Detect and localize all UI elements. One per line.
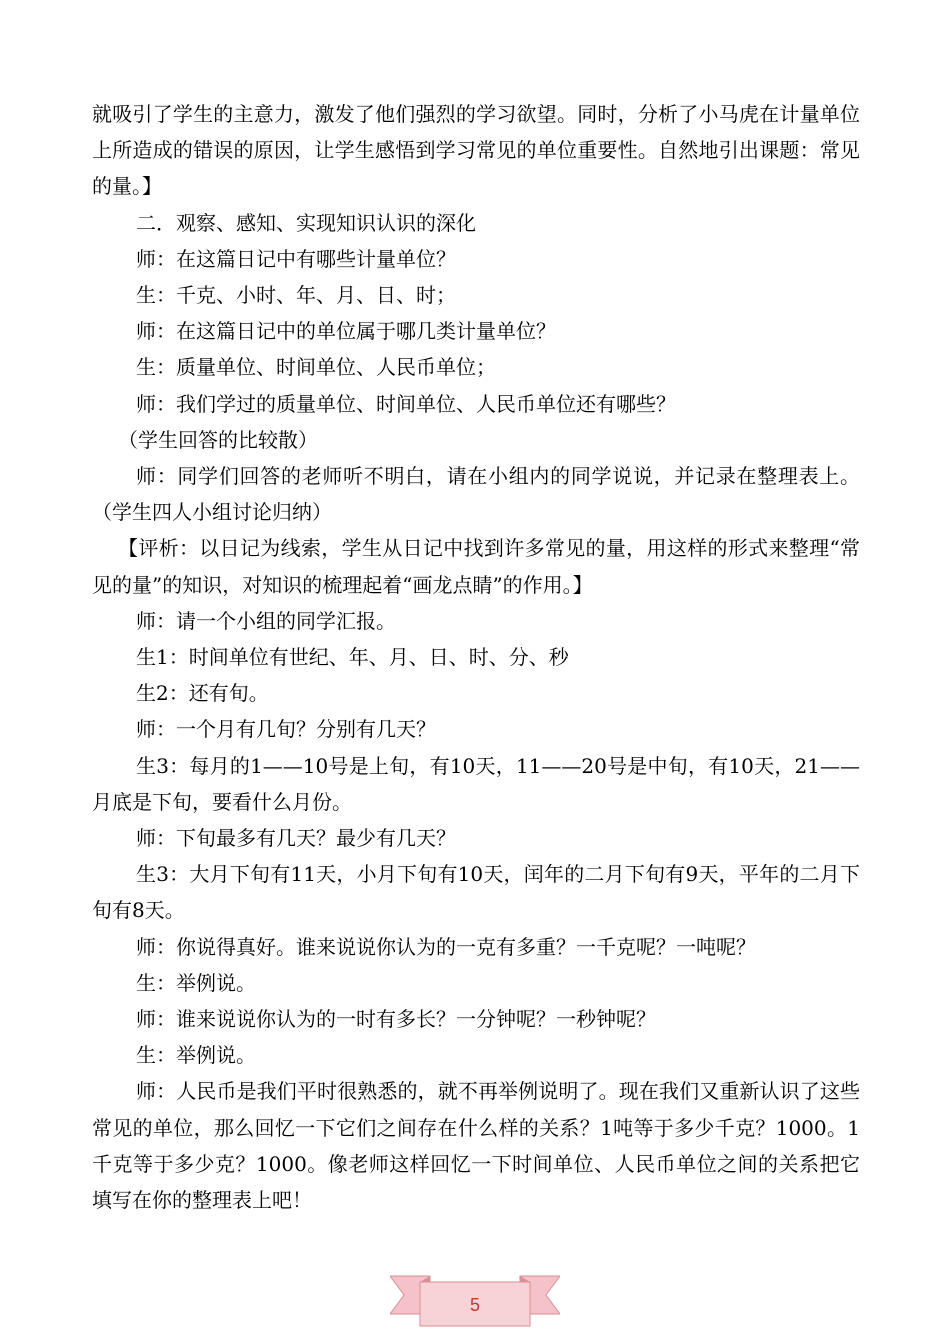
dialogue-line: 师：下旬最多有几天？最少有几天？ bbox=[136, 826, 456, 851]
dialogue-line: 生2：还有旬。 bbox=[136, 681, 269, 706]
dialogue-line: 生：质量单位、时间单位、人民币单位； bbox=[136, 355, 496, 380]
dialogue-line: 师：谁来说说你认为的一时有多长？一分钟呢？一秒钟呢？ bbox=[136, 1007, 656, 1032]
dialogue-line: 师：请一个小组的同学汇报。 bbox=[136, 608, 396, 633]
body-text bbox=[92, 96, 860, 1218]
dialogue-line: 师：你说得真好。谁来说说你认为的一克有多重？一千克呢？一吨呢？ bbox=[136, 934, 756, 959]
dialogue-line: 师：人民币是我们平时很熟悉的，就不再举例说明了。现在我们又重新认识了这些常见的单位，那么回忆一下它们之间存在什么样的关系？1吨等于多少千克？1000。1千克等于多少克？1000。像老师这样回忆一下时间单位、人民币单位之间的关系把它填写在你的整理表上吧！ bbox=[92, 1079, 860, 1213]
dialogue-line: 生1：时间单位有世纪、年、月、日、时、分、秒 bbox=[136, 645, 569, 670]
page-number: 5 bbox=[469, 1294, 480, 1315]
dialogue-line: 师：我们学过的质量单位、时间单位、人民币单位还有哪些？ bbox=[136, 391, 676, 416]
dialogue-line: 生3：大月下旬有11天，小月下旬有10天，闰年的二月下旬有9天，平年的二月下旬有8天。 bbox=[92, 862, 860, 923]
commentary-note: 【评析：以日记为线索，学生从日记中找到许多常见的量，用这样的形式来整理“常见的量”的知识，对知识的梳理起着“画龙点睛”的作用。】 bbox=[92, 536, 860, 597]
dialogue-line: 师：一个月有几旬？分别有几天？ bbox=[136, 717, 436, 742]
dialogue-line: 生：举例说。 bbox=[136, 1043, 256, 1068]
dialogue-line: 生：千克、小时、年、月、日、时； bbox=[136, 283, 456, 308]
page-footer bbox=[390, 1268, 560, 1328]
paragraph-continuation: 就吸引了学生的主意力，激发了他们强烈的学习欲望。同时，分析了小马虎在计量单位上所造成的错误的原因，让学生感悟到学习常见的单位重要性。自然地引出课题：常见的量。】 bbox=[92, 102, 860, 199]
dialogue-line: 师：同学们回答的老师听不明白，请在小组内的同学说说，并记录在整理表上。（学生四人小组讨论归纳） bbox=[92, 464, 860, 525]
section-heading: 二．观察、感知、实现知识认识的深化 bbox=[136, 210, 476, 235]
stage-note: （学生回答的比较散） bbox=[118, 427, 318, 452]
dialogue-line: 生：举例说。 bbox=[136, 970, 256, 995]
dialogue-line: 生3：每月的1——10号是上旬，有10天，11——20号是中旬，有10天，21——月底是下旬，要看什么月份。 bbox=[92, 753, 860, 814]
dialogue-line: 师：在这篇日记中的单位属于哪几类计量单位？ bbox=[136, 319, 556, 344]
dialogue-line: 师：在这篇日记中有哪些计量单位？ bbox=[136, 246, 456, 271]
